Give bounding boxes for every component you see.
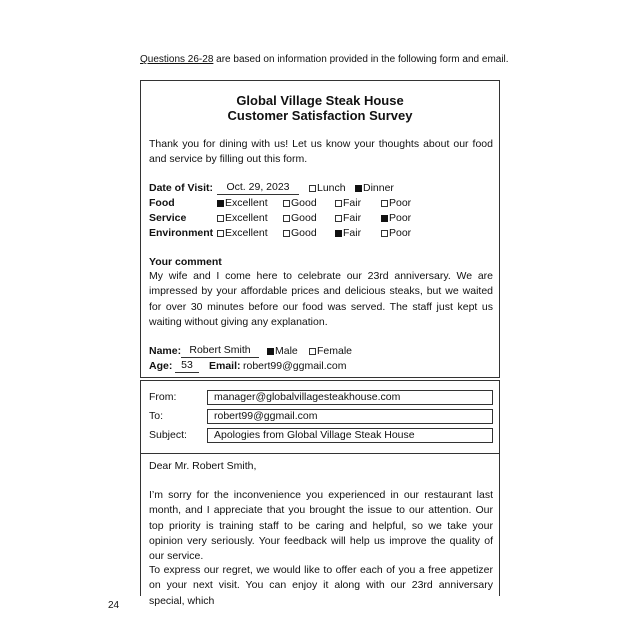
option-label: Poor <box>389 197 412 209</box>
name-row <box>149 344 493 358</box>
service-excellent-checkbox[interactable] <box>217 215 224 222</box>
environment-good-checkbox[interactable] <box>283 230 290 237</box>
age-value[interactable]: 53 <box>175 359 199 373</box>
option-label: Excellent <box>225 197 268 209</box>
dinner-label: Dinner <box>363 182 394 194</box>
environment-label: Environment <box>149 227 214 239</box>
female-option[interactable] <box>309 344 352 358</box>
food-poor-checkbox[interactable] <box>381 200 388 207</box>
environment-fair-checkbox[interactable] <box>335 230 342 237</box>
dinner-checkbox[interactable] <box>355 185 362 192</box>
service-excellent[interactable] <box>217 211 268 225</box>
option-label: Excellent <box>225 212 268 224</box>
option-label: Fair <box>343 197 362 209</box>
survey-form <box>140 80 500 378</box>
environment-fair[interactable] <box>335 226 361 240</box>
questions-intro <box>140 54 509 65</box>
rating-row-environment <box>149 226 493 240</box>
option-label: Fair <box>343 212 362 224</box>
rating-row-service <box>149 211 493 225</box>
lunch-label: Lunch <box>317 182 346 194</box>
subject-field[interactable]: Apologies from Global Village Steak House <box>207 428 493 443</box>
food-fair-checkbox[interactable] <box>335 200 342 207</box>
date-row <box>149 181 493 195</box>
service-label: Service <box>149 212 187 224</box>
service-poor-checkbox[interactable] <box>381 215 388 222</box>
email-paragraph-2: To express our regret, we would like to offer each of you a free appetizer on your next visit. You can enjoy it along with our 23rd anniversary special, which <box>149 564 493 607</box>
from-label: From: <box>149 391 177 403</box>
email-panel <box>140 380 500 607</box>
food-excellent[interactable] <box>217 196 268 210</box>
to-label: To: <box>149 410 164 422</box>
comment-label: Your comment <box>149 256 222 268</box>
male-label: Male <box>275 345 298 357</box>
questions-intro-text: are based on information provided in the following form and email. <box>213 54 509 65</box>
to-field[interactable]: robert99@ggmail.com <box>207 409 493 424</box>
service-fair-checkbox[interactable] <box>335 215 342 222</box>
food-excellent-checkbox[interactable] <box>217 200 224 207</box>
option-label: Good <box>291 212 317 224</box>
option-label: Good <box>291 227 317 239</box>
environment-poor[interactable] <box>381 226 411 240</box>
age-label: Age: <box>149 360 173 372</box>
page-number: 24 <box>108 600 120 611</box>
email-label: Email: <box>209 360 241 372</box>
option-label: Fair <box>343 227 362 239</box>
comment-text: My wife and I come here to celebrate our 23rd anniversary. We are impressed by your affordable prices and delicious steaks, but we waited for over 30 minutes before our food was served. The staff just kept us waiting without giving any explanation. <box>149 270 493 328</box>
email-paragraph-1: I’m sorry for the inconvenience you experienced in our restaurant last month, and I appreciate that you brought the issue to our attention. Our top priority is training staff to be caring and helpful, so we take your opinion very seriously. Your feedback will help us improve the quality of our service. <box>149 489 493 563</box>
email-value: robert99@ggmail.com <box>243 360 347 372</box>
from-field[interactable]: manager@globalvillagesteakhouse.com <box>207 390 493 405</box>
date-label: Date of Visit: <box>149 182 213 194</box>
questions-ref: Questions 26-28 <box>140 54 214 65</box>
female-label: Female <box>317 345 353 357</box>
name-label: Name: <box>149 345 182 357</box>
food-fair[interactable] <box>335 196 361 210</box>
food-label: Food <box>149 197 175 209</box>
option-label: Poor <box>389 212 412 224</box>
male-option[interactable] <box>267 344 298 358</box>
food-good[interactable] <box>283 196 317 210</box>
name-value[interactable]: Robert Smith <box>181 344 259 358</box>
subject-label: Subject: <box>149 429 187 441</box>
date-value[interactable]: Oct. 29, 2023 <box>217 181 299 195</box>
email-header <box>141 381 499 454</box>
service-fair[interactable] <box>335 211 361 225</box>
email-greeting: Dear Mr. Robert Smith, <box>149 460 257 472</box>
environment-good[interactable] <box>283 226 317 240</box>
option-label: Good <box>291 197 317 209</box>
age-row <box>149 359 493 373</box>
rating-row-food <box>149 196 493 210</box>
survey-intro: Thank you for dining with us! Let us know your thoughts about our food and service by filling out this form. <box>149 138 493 166</box>
food-good-checkbox[interactable] <box>283 200 290 207</box>
dinner-option[interactable] <box>355 181 394 195</box>
service-good-checkbox[interactable] <box>283 215 290 222</box>
male-checkbox[interactable] <box>267 348 274 355</box>
survey-title: Customer Satisfaction Survey <box>227 108 413 123</box>
service-good[interactable] <box>283 211 317 225</box>
environment-excellent-checkbox[interactable] <box>217 230 224 237</box>
option-label: Excellent <box>225 227 268 239</box>
option-label: Poor <box>389 227 412 239</box>
restaurant-name: Global Village Steak House <box>236 93 404 108</box>
service-poor[interactable] <box>381 211 411 225</box>
lunch-option[interactable] <box>309 181 346 195</box>
food-poor[interactable] <box>381 196 411 210</box>
environment-poor-checkbox[interactable] <box>381 230 388 237</box>
environment-excellent[interactable] <box>217 226 268 240</box>
female-checkbox[interactable] <box>309 348 316 355</box>
lunch-checkbox[interactable] <box>309 185 316 192</box>
